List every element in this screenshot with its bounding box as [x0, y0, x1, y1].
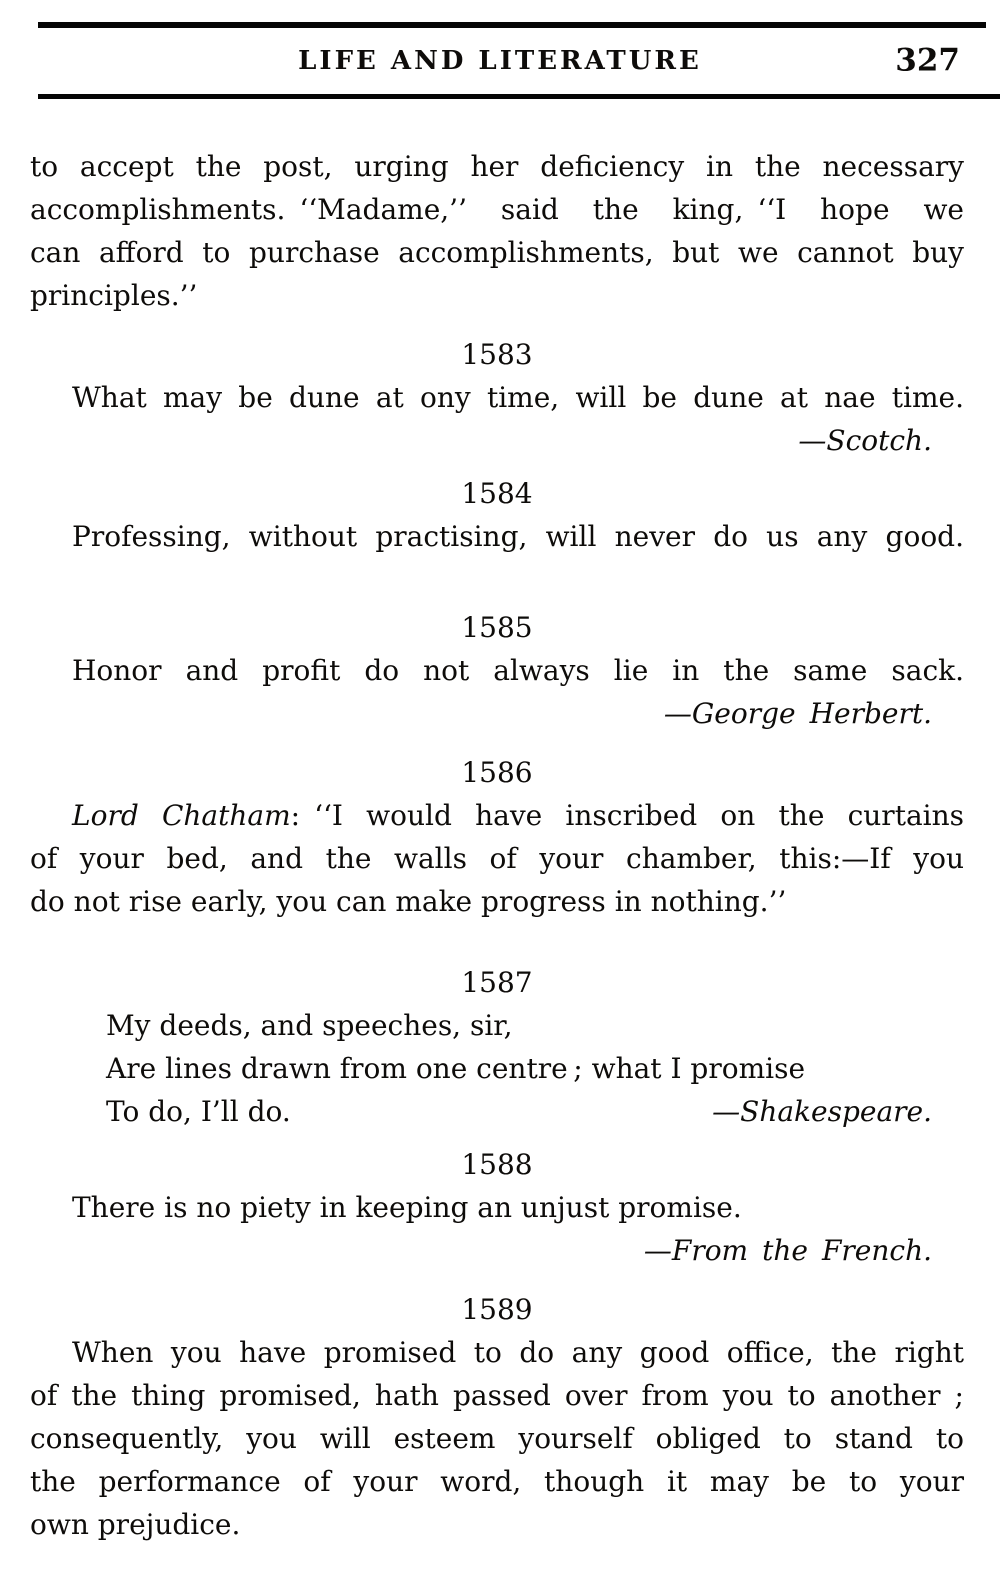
entry-lines — [30, 649, 964, 735]
text-segment: the performance of your word, though it may be to your — [30, 1465, 964, 1498]
text-segment: of the thing promised, hath passed over from you to another ; — [30, 1379, 964, 1412]
entry-lines — [30, 376, 964, 462]
text-line — [30, 880, 964, 923]
text-segment: can afford to purchase accomplishments, but we cannot buy — [30, 236, 964, 269]
text-segment: Lord Chatham — [72, 799, 291, 832]
text-line — [30, 376, 964, 419]
entry-lines — [30, 1004, 964, 1133]
attribution — [30, 419, 964, 462]
quotation-entry — [30, 1143, 964, 1272]
entry-number: 1588 — [461, 1148, 533, 1181]
text-segment: There is no piety in keeping an unjust promise. — [72, 1191, 742, 1224]
attribution — [30, 1229, 964, 1272]
running-title: LIFE AND LITERATURE — [298, 46, 702, 76]
text-segment: Are lines drawn from one centre ; what I promise — [106, 1052, 806, 1085]
text-line — [30, 649, 964, 692]
text-line — [30, 794, 964, 837]
quotation-entry — [30, 606, 964, 735]
text-line — [30, 837, 964, 880]
text-segment: To do, I’ll do. — [106, 1095, 291, 1128]
text-line — [30, 1047, 964, 1090]
text-line — [30, 515, 964, 558]
text-segment: Professing, without practising, will never do us any good. — [72, 520, 964, 553]
quotation-entry — [30, 1288, 964, 1546]
page-number: 327 — [895, 42, 960, 79]
text-segment: —Shakespeare. — [712, 1095, 932, 1128]
text-line — [30, 1004, 964, 1047]
text-segment: Honor and profit do not always lie in the same sack. — [72, 654, 964, 687]
entry-number: 1584 — [461, 477, 533, 510]
text-line — [30, 1331, 964, 1374]
text-line — [30, 1417, 964, 1460]
entry-lines — [30, 145, 964, 317]
text-segment: consequently, you will esteem yourself obliged to stand to — [30, 1422, 964, 1455]
text-line — [106, 1090, 291, 1133]
entry-lines — [30, 515, 964, 558]
quotation-entry — [30, 472, 964, 558]
text-segment: of your bed, and the walls of your chamber, this:—If you — [30, 842, 964, 875]
header-rule — [38, 94, 1000, 99]
quotation-entry — [30, 961, 964, 1133]
text-line — [30, 231, 964, 274]
entry-number: 1589 — [461, 1293, 533, 1326]
text-line — [30, 188, 964, 231]
attribution — [712, 1090, 964, 1133]
text-segment: —George Herbert. — [663, 697, 932, 730]
quotation-entry — [30, 333, 964, 462]
running-head-row — [0, 28, 1000, 94]
text-segment: accomplishments. ‘‘Madame,’’ said the king, ‘‘I hope we — [30, 193, 964, 226]
text-segment: : ‘‘I would have inscribed on the curtains — [290, 799, 964, 832]
entry-number: 1586 — [461, 756, 533, 789]
entry-number: 1585 — [461, 611, 533, 644]
text-segment: do not rise early, you can make progress in nothing.’’ — [30, 885, 787, 918]
text-line — [30, 1503, 964, 1546]
text-line — [30, 1374, 964, 1417]
intro-paragraph — [30, 145, 964, 317]
entry-lines — [30, 794, 964, 923]
quotations-list — [0, 145, 1000, 1546]
text-segment: to accept the post, urging her deficiency in the necessary — [30, 150, 964, 183]
text-segment: When you have promised to do any good office, the right — [72, 1336, 964, 1369]
text-segment: own prejudice. — [30, 1508, 241, 1541]
text-segment: —From the French. — [643, 1234, 932, 1267]
entry-lines — [30, 1186, 964, 1272]
text-line — [30, 274, 964, 317]
text-segment: principles.’’ — [30, 279, 198, 312]
text-segment: What may be dune at ony time, will be dune at nae time. — [72, 381, 964, 414]
quotation-entry — [30, 751, 964, 923]
page-header — [0, 0, 1000, 99]
entry-number: 1587 — [461, 966, 533, 999]
entry-lines — [30, 1331, 964, 1546]
entry-number: 1583 — [461, 338, 533, 371]
attribution — [30, 692, 964, 735]
text-line — [30, 1460, 964, 1503]
text-line — [30, 1186, 964, 1229]
text-line — [30, 1090, 964, 1133]
text-segment: My deeds, and speeches, sir, — [106, 1009, 513, 1042]
text-segment: —Scotch. — [798, 424, 932, 457]
text-line — [30, 145, 964, 188]
